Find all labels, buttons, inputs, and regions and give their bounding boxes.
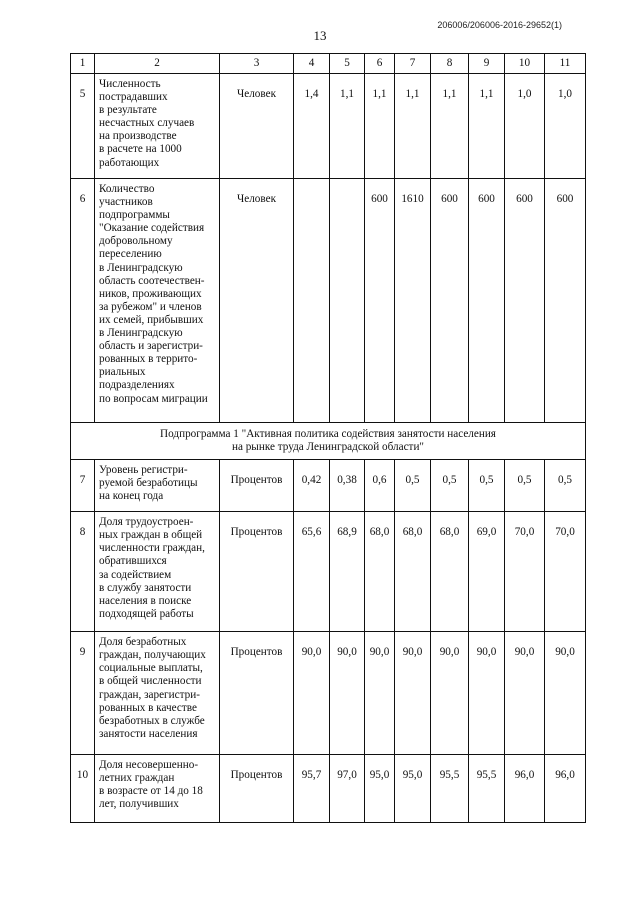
column-number-cell: 4 bbox=[294, 54, 330, 74]
value-cell: 69,0 bbox=[469, 512, 505, 632]
section-title: Подпрограмма 1 "Активная политика содействия занятости населения на рынке труда Ленинградской области" bbox=[71, 423, 586, 460]
column-number-cell: 1 bbox=[71, 54, 95, 74]
value-cell: 68,9 bbox=[330, 512, 365, 632]
value-cell: 96,0 bbox=[545, 755, 586, 823]
column-number-cell: 3 bbox=[220, 54, 294, 74]
table-row bbox=[71, 179, 586, 423]
section-row bbox=[71, 423, 586, 460]
value-cell: 68,0 bbox=[431, 512, 469, 632]
value-cell: 95,0 bbox=[365, 755, 395, 823]
unit-cell: Человек bbox=[220, 74, 294, 179]
value-cell: 0,5 bbox=[469, 460, 505, 512]
value-cell: 0,38 bbox=[330, 460, 365, 512]
value-cell: 95,0 bbox=[395, 755, 431, 823]
value-cell: 1,1 bbox=[469, 74, 505, 179]
value-cell: 90,0 bbox=[294, 632, 330, 755]
document-id: 206006/206006-2016-29652(1) bbox=[437, 20, 562, 30]
value-cell: 65,6 bbox=[294, 512, 330, 632]
value-cell: 0,42 bbox=[294, 460, 330, 512]
value-cell: 1,0 bbox=[545, 74, 586, 179]
table-row bbox=[71, 632, 586, 755]
row-number-cell: 9 bbox=[71, 632, 95, 755]
table-row bbox=[71, 755, 586, 823]
value-cell: 0,5 bbox=[395, 460, 431, 512]
column-number-cell: 8 bbox=[431, 54, 469, 74]
row-number-cell: 7 bbox=[71, 460, 95, 512]
indicator-name-cell: Уровень регистри- руемой безработицы на конец года bbox=[95, 460, 220, 512]
page-number: 13 bbox=[313, 28, 327, 43]
value-cell: 90,0 bbox=[469, 632, 505, 755]
value-cell: 90,0 bbox=[545, 632, 586, 755]
value-cell: 95,7 bbox=[294, 755, 330, 823]
value-cell: 97,0 bbox=[330, 755, 365, 823]
value-cell: 1,1 bbox=[431, 74, 469, 179]
indicator-name-cell: Доля трудоустроен- ных граждан в общей численности граждан, обратившихся за содействием в службу занятости населения в поиске подходящей работы bbox=[95, 512, 220, 632]
indicator-name-cell: Количество участников подпрограммы "Оказание содействия добровольному переселению в Ленинградскую область соотечествен- ников, проживающих за рубежом" и членов их семей, прибывших в Ленинградскую область и зарегистри- рованных в террито- риальных подразделениях по вопросам миграции bbox=[95, 179, 220, 423]
indicator-name-cell: Доля безработных граждан, получающих социальные выплаты, в общей численности граждан, зарегистри- рованных в качестве безработных в службе занятости населения bbox=[95, 632, 220, 755]
value-cell: 90,0 bbox=[431, 632, 469, 755]
column-number-cell: 6 bbox=[365, 54, 395, 74]
value-cell bbox=[330, 179, 365, 423]
value-cell: 68,0 bbox=[395, 512, 431, 632]
value-cell: 600 bbox=[545, 179, 586, 423]
table-row bbox=[71, 512, 586, 632]
row-number-cell: 6 bbox=[71, 179, 95, 423]
value-cell: 1,0 bbox=[505, 74, 545, 179]
value-cell: 600 bbox=[431, 179, 469, 423]
value-cell: 90,0 bbox=[505, 632, 545, 755]
value-cell: 90,0 bbox=[330, 632, 365, 755]
value-cell: 1,1 bbox=[395, 74, 431, 179]
column-number-cell: 2 bbox=[95, 54, 220, 74]
column-number-cell: 11 bbox=[545, 54, 586, 74]
value-cell: 600 bbox=[365, 179, 395, 423]
unit-cell: Процентов bbox=[220, 632, 294, 755]
value-cell: 1,1 bbox=[330, 74, 365, 179]
row-number-cell: 5 bbox=[71, 74, 95, 179]
unit-cell: Процентов bbox=[220, 755, 294, 823]
indicator-name-cell: Доля несовершенно- летних граждан в возрасте от 14 до 18 лет, получивших bbox=[95, 755, 220, 823]
value-cell: 1,4 bbox=[294, 74, 330, 179]
value-cell: 600 bbox=[505, 179, 545, 423]
value-cell: 0,5 bbox=[431, 460, 469, 512]
value-cell: 0,5 bbox=[545, 460, 586, 512]
indicators-table bbox=[70, 53, 586, 823]
indicator-name-cell: Численность пострадавших в результате несчастных случаев на производстве в расчете на 1000 работающих bbox=[95, 74, 220, 179]
unit-cell: Человек bbox=[220, 179, 294, 423]
value-cell: 1610 bbox=[395, 179, 431, 423]
row-number-cell: 10 bbox=[71, 755, 95, 823]
value-cell: 0,6 bbox=[365, 460, 395, 512]
table-row bbox=[71, 74, 586, 179]
column-number-cell: 7 bbox=[395, 54, 431, 74]
value-cell: 95,5 bbox=[431, 755, 469, 823]
column-numbers-row bbox=[71, 54, 586, 74]
value-cell bbox=[294, 179, 330, 423]
value-cell: 0,5 bbox=[505, 460, 545, 512]
value-cell: 90,0 bbox=[395, 632, 431, 755]
value-cell: 68,0 bbox=[365, 512, 395, 632]
value-cell: 70,0 bbox=[505, 512, 545, 632]
column-number-cell: 9 bbox=[469, 54, 505, 74]
unit-cell: Процентов bbox=[220, 460, 294, 512]
column-number-cell: 10 bbox=[505, 54, 545, 74]
value-cell: 600 bbox=[469, 179, 505, 423]
value-cell: 95,5 bbox=[469, 755, 505, 823]
value-cell: 96,0 bbox=[505, 755, 545, 823]
unit-cell: Процентов bbox=[220, 512, 294, 632]
table-row bbox=[71, 460, 586, 512]
row-number-cell: 8 bbox=[71, 512, 95, 632]
value-cell: 70,0 bbox=[545, 512, 586, 632]
column-number-cell: 5 bbox=[330, 54, 365, 74]
value-cell: 1,1 bbox=[365, 74, 395, 179]
value-cell: 90,0 bbox=[365, 632, 395, 755]
